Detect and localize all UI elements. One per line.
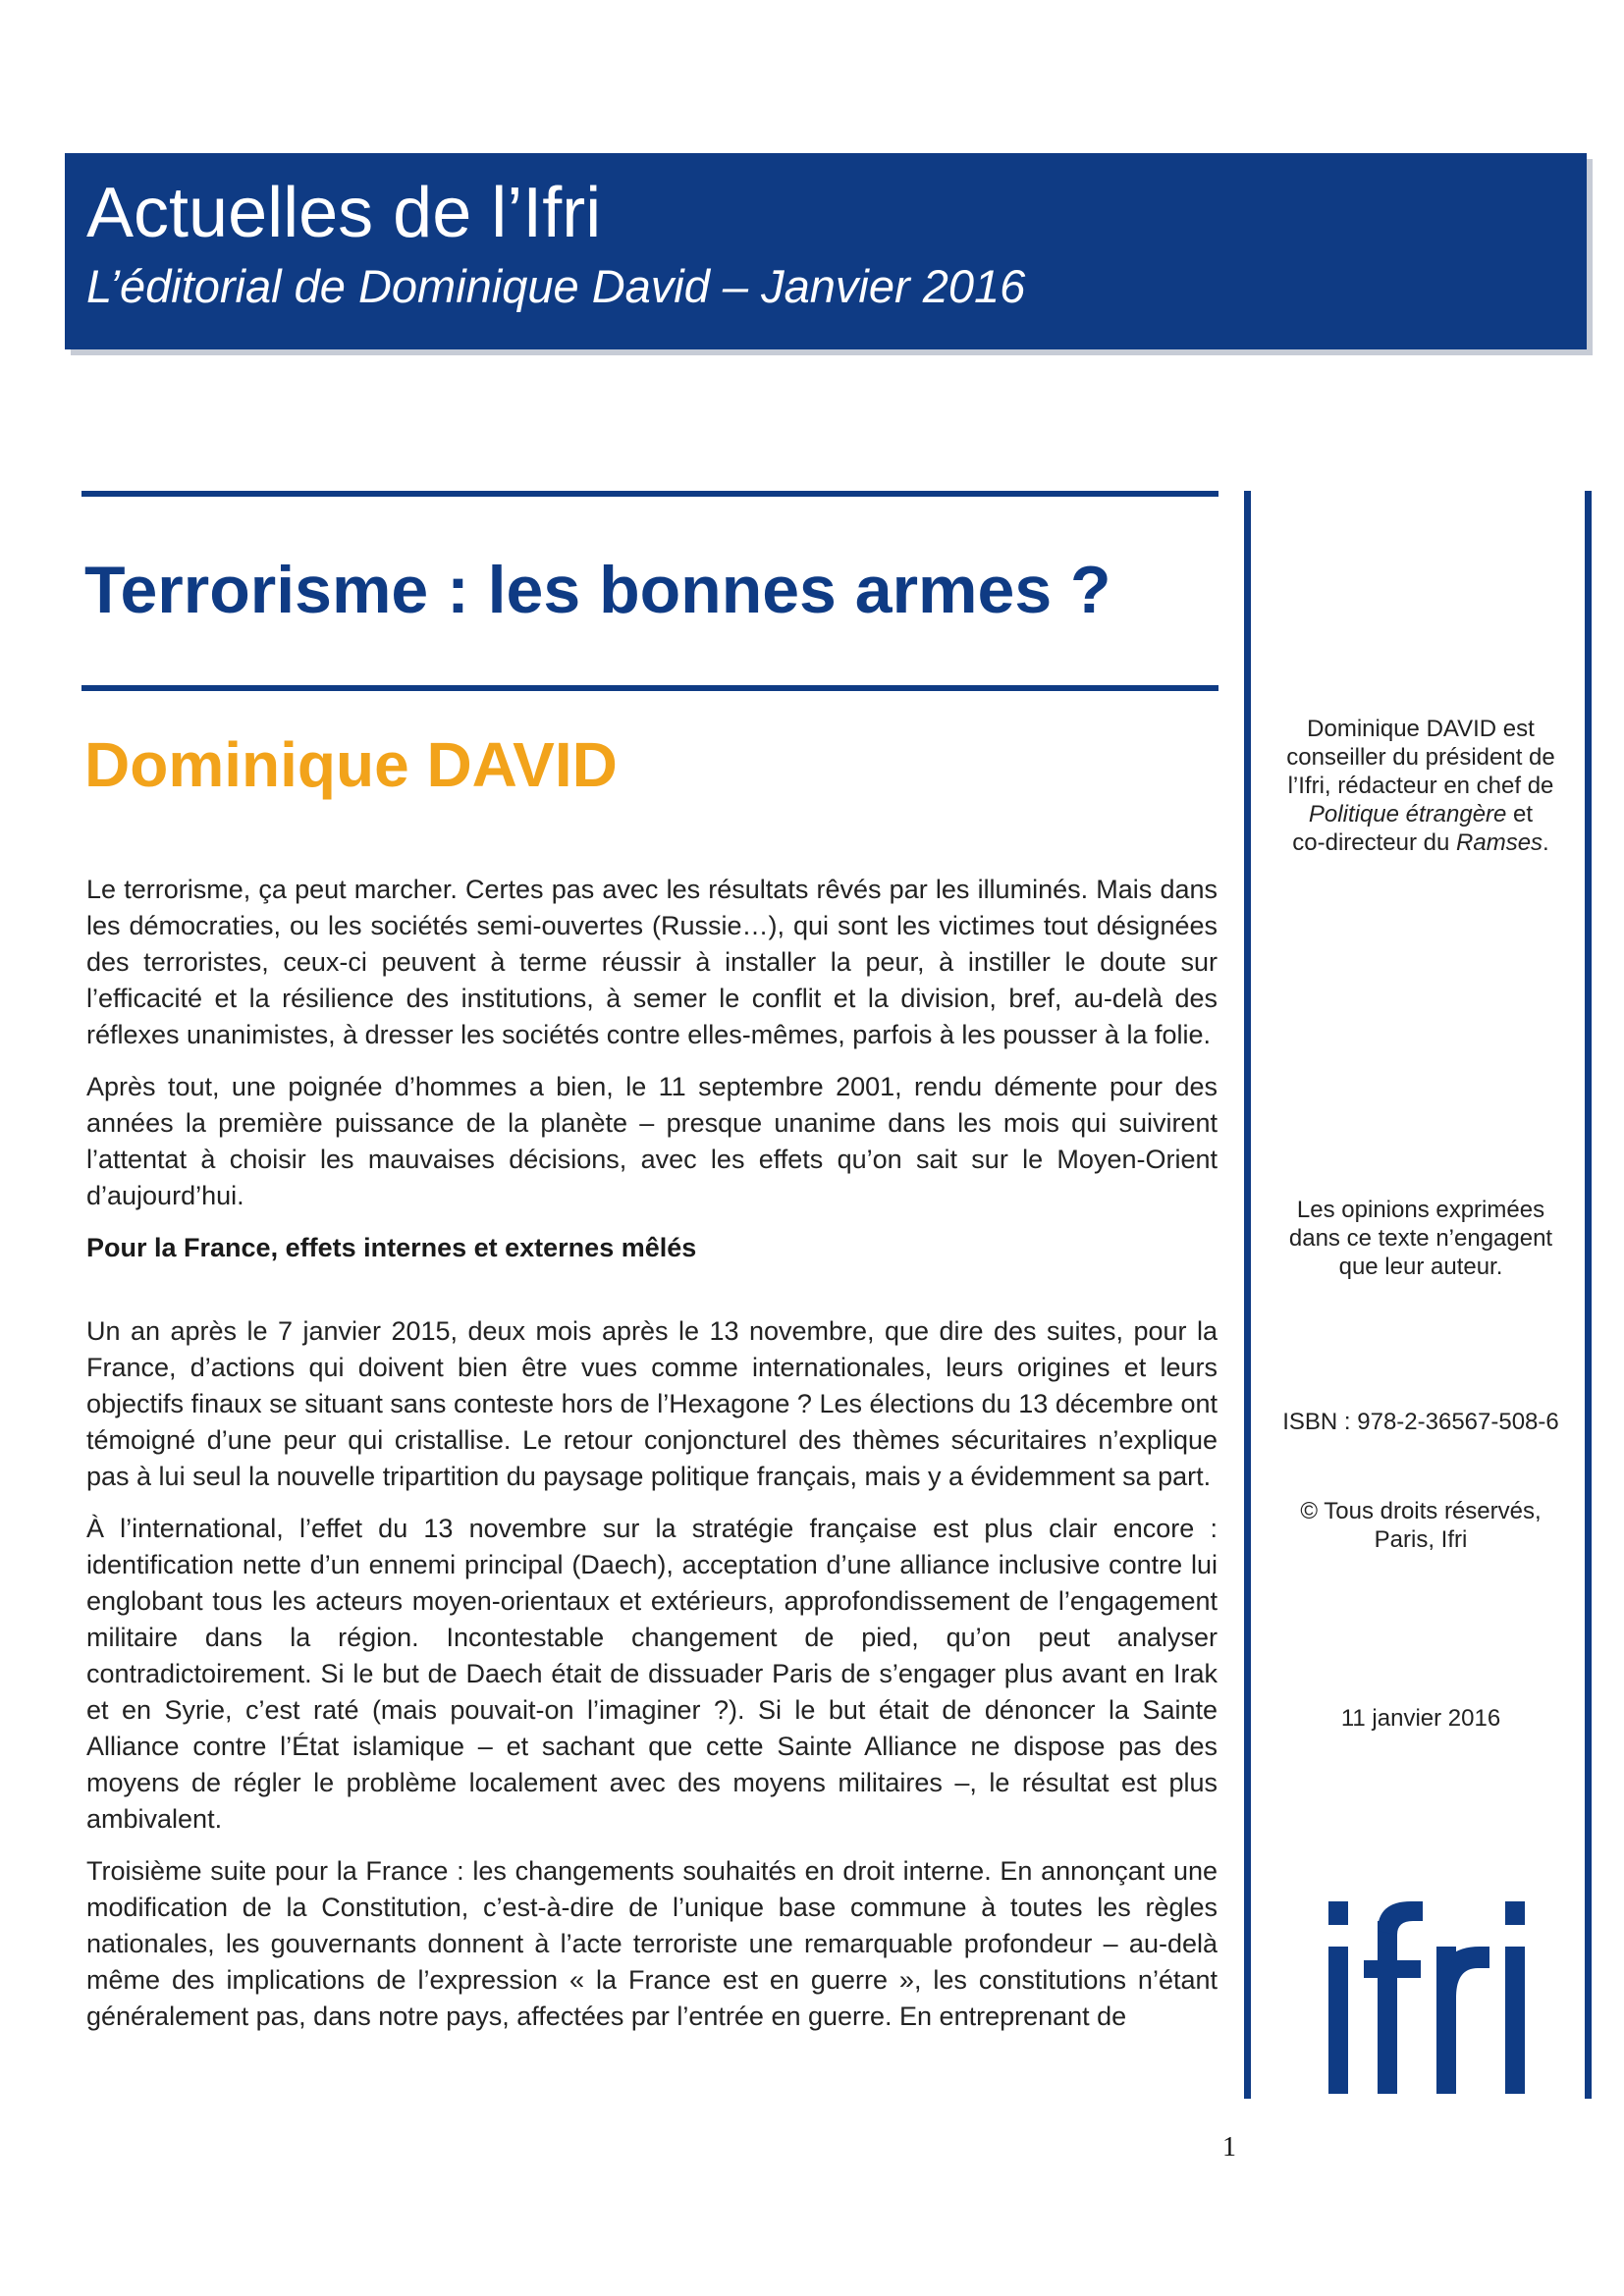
logo-letter-f-hook xyxy=(1378,1901,1423,1935)
copyright-line: © Tous droits réservés, xyxy=(1300,1498,1542,1524)
copyright-line: Paris, Ifri xyxy=(1374,1526,1468,1553)
page-number: 1 xyxy=(1222,2132,1236,2163)
logo-letter-i-dot xyxy=(1328,1901,1348,1925)
isbn: ISBN : 978-2-36567-508-6 xyxy=(1282,1409,1559,1435)
bio-line: conseiller du président de xyxy=(1286,744,1555,771)
paragraph: Un an après le 7 janvier 2015, deux mois après le 13 novembre, que dire des suites, pour la France, d’actions qui doivent bien être vues comme internationales, leurs origines et leurs objectifs finaux se situant sans conteste hors de l’Hexagone ? Les élections du 13 décembre ont témoigné d’une peur qui cristallise. Le retour conjoncturel des thèmes sécuritaires n’explique pas à lui seul la nouvelle tripartition du paysage politique français, mais y a évidemment sa part. xyxy=(86,1316,1218,1491)
logo-letter-i2 xyxy=(1505,1947,1525,2094)
publication-date: 11 janvier 2016 xyxy=(1340,1705,1501,1732)
paragraph: Troisième suite pour la France : les changements souhaités en droit interne. En annonçant une modification de la Constitution, c’est-à-dire de l’unique base commune à toutes les règles nationales, les gouvernants donnent à l’acte terroriste une remarquable profondeur – au-delà même des implications de l’expression « la France est en guerre », les constitutions n’étant généralement pas, dans notre pays, affectées par l’entrée en guerre. En entreprenant de xyxy=(86,1856,1218,2031)
paragraph: À l’international, l’effet du 13 novembre sur la stratégie française est plus clair encore : identification nette d’un ennemi principal (Daech), acceptation d’une alliance inclusive contre lui englobant tous les acteurs moyen-orientaux et extérieurs, approfondissement de l’engagement militaire dans la région. Incontestable changement de pied, qu’on peut analyser contradictoirement. Si le but de Daech était de dissuader Paris de s’engager plus avant en Irak et en Syrie, c’est raté (mais pouvait-on l’imaginer ?). Si le but était de dénoncer la Sainte Alliance contre l’État islamique – et sachant que cette Sainte Alliance ne dispose pas des moyens de régler le problème localement avec des moyens militaires –, le résultat est plus ambivalent. xyxy=(86,1514,1218,1834)
paragraph: Le terrorisme, ça peut marcher. Certes pas avec les résultats rêvés par les illuminés. Mais dans les démocraties, ou les sociétés semi-ouvertes (Russie…), qui sont les victimes tout désignées des terroristes, ceux-ci peuvent à terme réussir à installer la peur, à instiller le doute sur l’efficacité et la résilience des institutions, à semer le conflit et la division, bref, au-delà des réflexes unanimistes, à dresser les sociétés contre elles-mêmes, parfois à les pousser à la folie. xyxy=(86,875,1218,1049)
bio-line: l’Ifri, rédacteur en chef de xyxy=(1287,773,1554,799)
author-name: Dominique DAVID xyxy=(84,729,618,800)
logo-letter-f-bar xyxy=(1364,1960,1421,1978)
sidebar-left-rule xyxy=(1244,491,1251,2099)
title-bottom-rule xyxy=(81,685,1218,691)
bio-line xyxy=(1264,828,1578,857)
article-body xyxy=(86,872,1218,2051)
bio-text: . xyxy=(1543,829,1549,856)
bio-text: et xyxy=(1506,801,1534,828)
publication-title: Actuelles de l’Ifri xyxy=(86,174,602,252)
section-heading: Pour la France, effets internes et externes mêlés xyxy=(86,1233,697,1262)
bio-text: co-directeur du xyxy=(1292,829,1457,856)
bio-line: Dominique DAVID est xyxy=(1307,716,1535,742)
editorial-subtitle: L’éditorial de Dominique David – Janvier 2016 xyxy=(86,260,1026,312)
ramses-name: Ramses xyxy=(1456,829,1543,856)
author-bio xyxy=(1264,715,1578,857)
disclaimer-line: Les opinions exprimées xyxy=(1296,1197,1545,1223)
disclaimer xyxy=(1264,1196,1578,1281)
logo-letter-i xyxy=(1328,1947,1348,2094)
logo-letter-f xyxy=(1378,1921,1397,2094)
sidebar-right-rule xyxy=(1585,491,1592,2099)
copyright xyxy=(1264,1497,1578,1554)
journal-name: Politique étrangère xyxy=(1308,801,1507,828)
article-title: Terrorisme : les bonnes armes ? xyxy=(84,553,1111,627)
paragraph: Après tout, une poignée d’hommes a bien, le 11 septembre 2001, rendu démente pour des années la première puissance de la planète – presque unanime dans les mois qui suivirent l’attentat à choisir les mauvaises décisions, avec les effets qu’on sait sur le Moyen-Orient d’aujourd’hui. xyxy=(86,1072,1218,1210)
disclaimer-line: que leur auteur. xyxy=(1338,1254,1503,1280)
logo-letter-i2-dot xyxy=(1505,1901,1525,1925)
ifri-logo xyxy=(1321,1899,1537,2096)
title-top-rule xyxy=(81,491,1218,497)
header-banner xyxy=(65,153,1587,349)
disclaimer-line: dans ce texte n’engagent xyxy=(1288,1225,1553,1252)
bio-line xyxy=(1264,800,1578,828)
